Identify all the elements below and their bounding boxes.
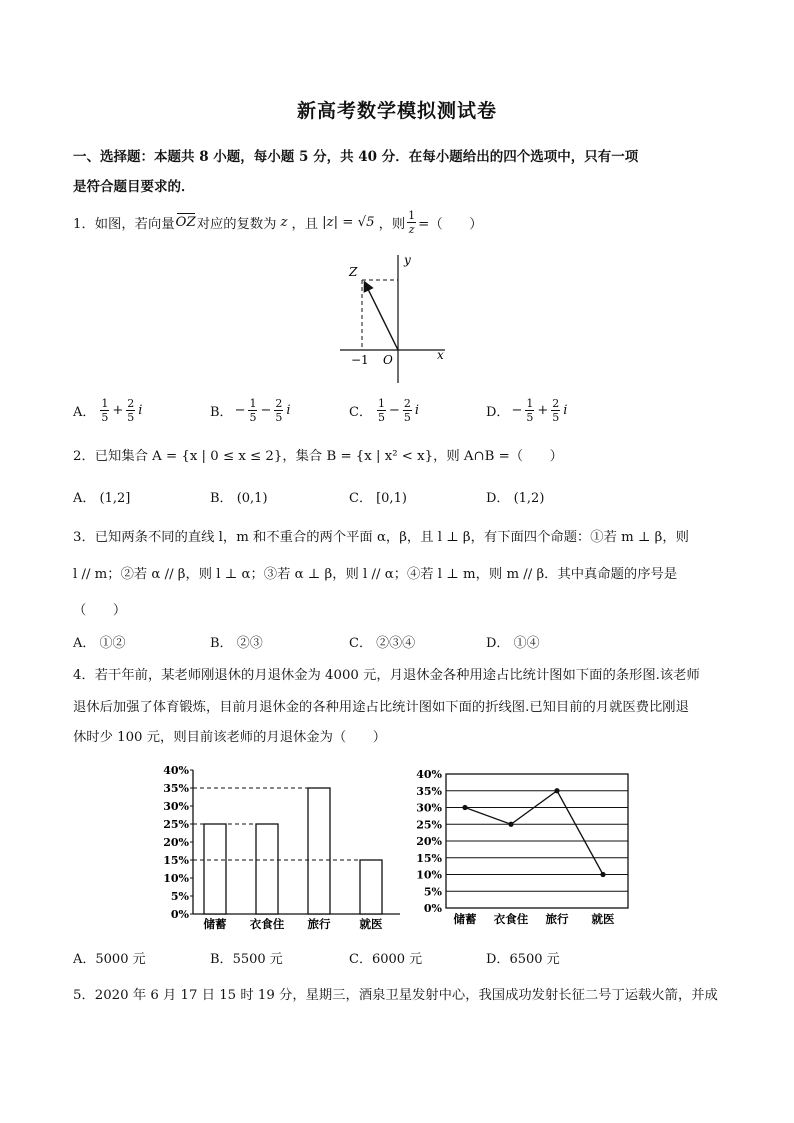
bar-chart-retirement-usage	[160, 762, 410, 930]
q3-option-d	[486, 632, 540, 651]
q1-b-i: i	[286, 403, 291, 418]
q3-a-value: ①②	[99, 636, 126, 651]
line-x-tick-label: 衣食住	[493, 912, 529, 926]
bar	[360, 860, 382, 914]
q3-option-a	[73, 632, 126, 651]
q4-b-letter: B．	[210, 952, 233, 967]
bar-x-tick-label: 就医	[359, 917, 383, 930]
line-y-tick-label: 5%	[423, 885, 442, 899]
bar-y-tick-label: 30%	[163, 800, 189, 813]
line-y-tick-label: 30%	[416, 801, 442, 815]
q1-option-b-letter: B．	[210, 405, 233, 420]
q1-a-op: +	[112, 403, 124, 418]
q1-option-d-sign: −	[511, 403, 523, 418]
q1-c-n1: 1	[377, 397, 385, 410]
q1-pre: 1．如图，若向量	[73, 217, 175, 232]
q1-option-d-letter: D．	[486, 405, 510, 420]
bar-y-tick-label: 0%	[170, 908, 189, 921]
q1-d-n2: 2	[552, 397, 560, 410]
q1-d-n1: 1	[526, 397, 534, 410]
q4-a-value: 5000 元	[95, 952, 146, 967]
q1-option-c-letter: C．	[349, 405, 372, 420]
q1-option-a	[73, 398, 142, 423]
q2-a-letter: A．	[73, 491, 96, 506]
q2-b-letter: B．	[210, 491, 233, 506]
q2-option-c	[349, 487, 407, 506]
q1-b-d2: 5	[275, 411, 283, 424]
label-neg1: −1	[351, 353, 369, 367]
q3-d-letter: D．	[486, 636, 510, 651]
q1-c-d1: 5	[377, 411, 385, 424]
question-5-line1: 5．2020 年 6 月 17 日 15 时 19 分，星期三，酒泉卫星发射中心，我国成功发射长征二号丁运载火箭，并成	[73, 988, 718, 1003]
line-point	[508, 822, 513, 827]
q1-frac-den: z	[408, 223, 415, 236]
q3-c-value: ②③④	[376, 636, 416, 651]
vector-oz	[365, 283, 398, 350]
line-y-tick-label: 15%	[416, 851, 442, 865]
q1-mid2: ，且	[291, 217, 319, 232]
bar-y-tick-label: 40%	[163, 764, 189, 777]
q4-option-c	[349, 948, 422, 967]
line-x-tick-label: 储蓄	[453, 912, 477, 926]
q1-c-op: −	[388, 403, 400, 418]
page-title: 新高考数学模拟测试卷	[296, 100, 497, 122]
q3-a-letter: A．	[73, 636, 96, 651]
q1-d-op: +	[537, 403, 549, 418]
q4-c-value: 6000 元	[371, 952, 423, 967]
label-z: Z	[349, 265, 358, 279]
q3-b-letter: B．	[210, 636, 233, 651]
bar	[308, 788, 330, 914]
q3-c-letter: C．	[349, 636, 372, 651]
q1-b-n1: 1	[249, 397, 257, 410]
q4-option-b	[210, 948, 283, 967]
label-x: x	[437, 348, 444, 362]
q2-c-value: [0,1)	[376, 491, 407, 506]
line-y-tick-label: 0%	[423, 902, 442, 915]
label-o: O	[383, 353, 393, 367]
q1-b-n2: 2	[275, 397, 283, 410]
bar-y-tick-label: 5%	[170, 890, 189, 903]
question-4-line3: 休时少 100 元，则目前该老师的月退休金为（ ）	[73, 730, 387, 745]
q4-a-letter: A．	[73, 952, 96, 967]
q1-frac-num: 1	[408, 209, 416, 222]
q4-b-value: 5500 元	[232, 952, 283, 967]
line-point	[600, 872, 605, 877]
bar-y-tick-label: 10%	[163, 872, 189, 885]
q1-post: =（ ）	[418, 217, 483, 232]
q2-option-a	[73, 487, 130, 506]
question-2-stem: 2．已知集合 A = {x | 0 ≤ x ≤ 2}，集合 B = {x | x² < x}，则 A∩B =（ ）	[73, 449, 563, 464]
bar-y-tick-label: 35%	[163, 782, 189, 795]
question-3-line2: l // m；②若 α // β，则 l ⊥ α；③若 α ⊥ β，则 l // α；④若 l ⊥ m，则 m // β．其中真命题的序号是	[73, 567, 678, 582]
question-4-line1: 4．若干年前，某老师刚退休的月退休金为 4000 元，月退休金各种用途占比统计图如下面的条形图.该老师	[73, 668, 700, 683]
bar-x-tick-label: 衣食住	[249, 917, 285, 930]
label-y: y	[404, 253, 411, 267]
section-heading-line1: 一、选择题：本题共 8 小题，每小题 5 分，共 40 分．在每小题给出的四个选项中，只有一项	[73, 149, 639, 165]
line-point	[462, 805, 467, 810]
q1-c-d2: 5	[403, 411, 411, 424]
q1-a-d1: 5	[101, 411, 109, 424]
q2-b-value: (0,1)	[236, 491, 268, 506]
q2-a-value: (1,2]	[99, 491, 131, 506]
bar	[256, 824, 278, 914]
q1-abs-z: |z| = √5	[322, 215, 375, 230]
q1-option-a-letter: A．	[73, 405, 96, 420]
q1-mid1: 对应的复数为	[196, 217, 277, 232]
line-y-tick-label: 25%	[416, 818, 442, 832]
bar-y-tick-label: 20%	[163, 836, 189, 849]
q1-fraction	[407, 210, 416, 235]
q1-a-d2: 5	[127, 411, 135, 424]
line-y-tick-label: 20%	[416, 835, 442, 848]
q1-d-i: i	[563, 403, 568, 418]
q4-d-value: 6500 元	[509, 952, 560, 967]
q1-z: z	[280, 215, 288, 230]
q4-option-d	[486, 948, 560, 967]
q3-d-value: ①④	[513, 636, 540, 651]
q1-a-n1: 1	[101, 397, 109, 410]
bar-y-tick-label: 15%	[163, 854, 189, 867]
q4-d-letter: D．	[486, 952, 510, 967]
q1-option-b-sign: −	[234, 403, 246, 418]
q1-mid3: ，则	[378, 217, 406, 232]
question-3-line3: （ ）	[73, 603, 127, 618]
bar-x-tick-label: 储蓄	[203, 917, 227, 930]
q1-a-i: i	[138, 403, 143, 418]
q1-option-d	[486, 398, 567, 423]
q4-c-letter: C．	[349, 952, 372, 967]
q1-c-n2: 2	[403, 397, 411, 410]
q2-d-value: (1,2)	[513, 491, 545, 506]
q2-option-b	[210, 487, 268, 506]
question-1-stem	[73, 210, 483, 235]
line-x-tick-label: 旅行	[545, 912, 569, 926]
line-point	[554, 788, 559, 793]
q1-option-c	[349, 398, 419, 423]
q1-vector-figure	[340, 250, 460, 390]
q3-option-c	[349, 632, 415, 651]
bar-y-tick-label: 25%	[163, 818, 189, 831]
q1-d-d2: 5	[552, 411, 560, 424]
line-y-tick-label: 35%	[416, 784, 442, 798]
q1-b-op: −	[260, 403, 272, 418]
line-chart-current-usage	[410, 766, 635, 930]
q2-option-d	[486, 487, 544, 506]
q1-a-n2: 2	[127, 397, 135, 410]
question-3-line1: 3．已知两条不同的直线 l，m 和不重合的两个平面 α，β，且 l ⊥ β，有下面四个命题：①若 m ⊥ β，则	[73, 530, 689, 545]
line-x-tick-label: 就医	[591, 912, 615, 926]
bar	[204, 824, 226, 914]
bar-x-tick-label: 旅行	[307, 917, 331, 930]
q4-option-a	[73, 948, 146, 967]
line-y-tick-label: 10%	[416, 868, 442, 882]
section-heading-line2: 是符合题目要求的．	[73, 179, 195, 195]
question-4-line2: 退休后加强了体育锻炼，目前月退休金的各种用途占比统计图如下面的折线图.已知目前的月就医费比刚退	[73, 700, 689, 715]
line-y-tick-label: 40%	[416, 768, 442, 781]
q1-d-d1: 5	[526, 411, 534, 424]
q1-vector-oz: OZ	[175, 215, 196, 230]
q3-option-b	[210, 632, 263, 651]
q3-b-value: ②③	[236, 636, 263, 651]
q1-b-d1: 5	[249, 411, 257, 424]
q1-c-i: i	[414, 403, 420, 418]
q2-c-letter: C．	[349, 491, 372, 506]
q2-d-letter: D．	[486, 491, 510, 506]
q1-option-b	[210, 398, 291, 423]
